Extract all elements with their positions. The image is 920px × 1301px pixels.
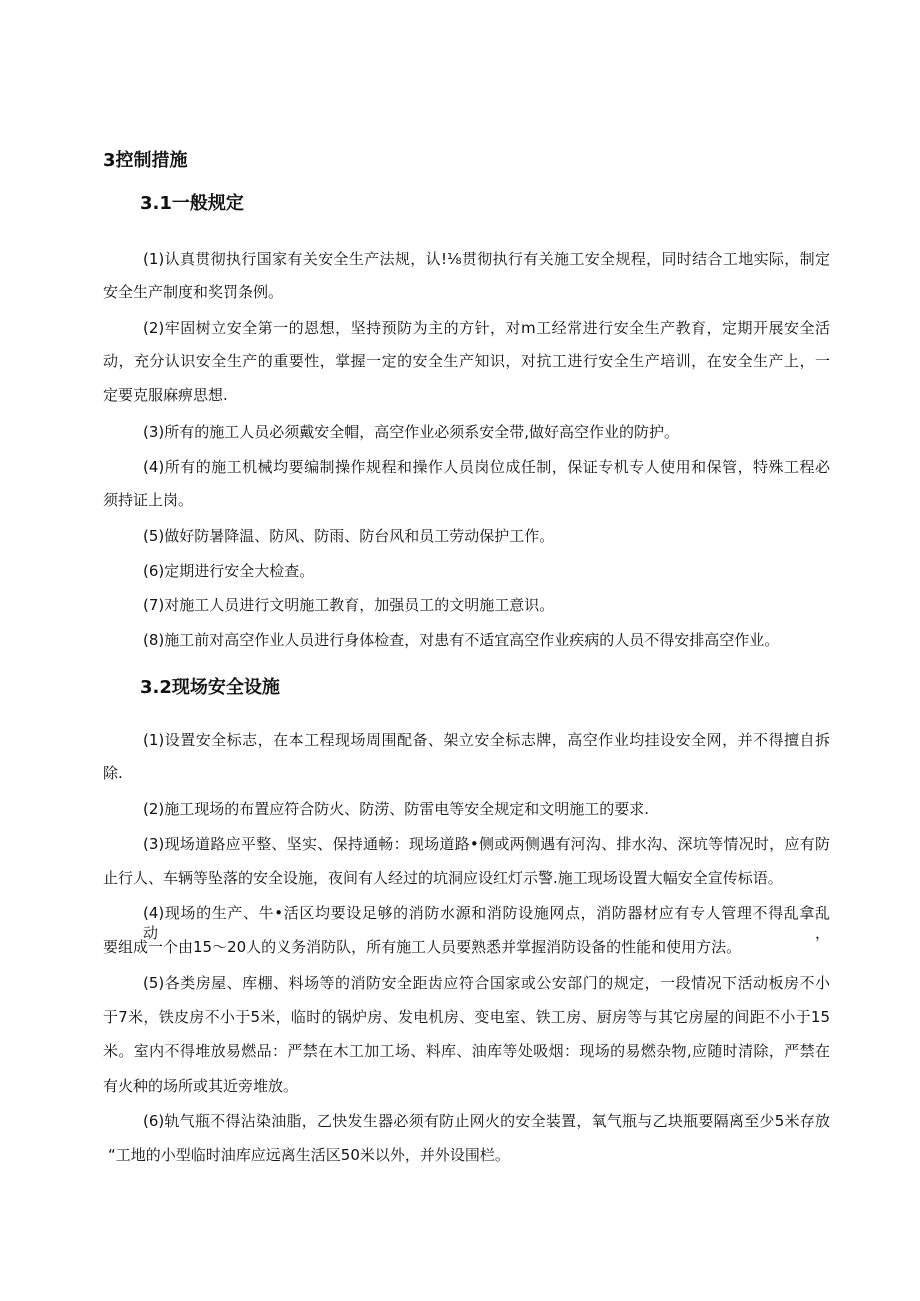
paragraph-line: 于7米，铁皮房不小于5米，临时的锅炉房、发电机房、变电室、铁工房、厨房等与其它房屋的间距不小于15 [103,1008,830,1026]
paragraph-line: 定要克服麻痹思想. [103,386,228,404]
paragraph-line: 要组成一个由15〜20人的义务消防队，所有施工人员要熟悉并掌握消防设备的性能和使用方法。 [103,938,742,956]
paragraph-line: (5)做好防暑降温、防风、防雨、防台风和员工劳动保护工作。 [143,527,555,545]
paragraph-line: (3)现场道路应平整、坚实、保持通畅：现场道路•侧或两侧遇有河沟、排水沟、深坑等情况时，应有防 [143,835,830,853]
paragraph-line: (2)牢固树立安全第一的恩想，坚持预防为主的方针，对m工经常进行安全生产教育，定期开展安全活 [143,319,830,337]
paragraph-line: (1)设置安全标志，在本工程现场周围配备、架立安全标志牌，高空作业均挂设安全网，并不得擅自拆 [143,731,830,749]
paragraph-line: (4)所有的施工机械均要编制操作规程和操作人员岗位成任制，保证专机专人使用和保管，特殊工程必 [143,458,830,476]
paragraph-line: 除. [103,764,123,782]
paragraph-line: (3)所有的施工人员必须戴安全帽，高空作业必须系安全带,做好高空作业的防护。 [143,423,680,441]
paragraph-line: 有火种的场所或其近旁堆放。 [103,1077,299,1095]
paragraph-line: “工地的小型临时油库应远离生活区50米以外，并外设围栏。 [108,1146,510,1164]
paragraph-line: (1)认真贯彻执行国家有关安全生产法规，认!⅛贯彻执行有关施工安全规程，同时结合工地实际，制定 [143,250,830,268]
paragraph-line: 止行人、车辆等坠落的安全设施，夜间有人经过的坑洞应设红灯示警.施工现场设置大幅安全宣传标语。 [103,869,783,887]
paragraph-line: (8)施工前对高空作业人员进行身体检查，对患有不适宜高空作业疾病的人员不得安排高空作业。 [143,631,780,649]
paragraph-line: 须持证上岗。 [103,491,194,509]
paragraph-line: (5)各类房屋、库棚、料场等的消防安全距齿应符合国家或公安部门的规定，一段情况下活动板房不小 [143,974,830,992]
paragraph-line: 动，充分认识安全生产的重要性，掌握一定的安全生产知识，对抗工进行安全生产培训，在安全生产上，一 [103,352,830,370]
paragraph-line: (2)施工现场的布置应符合防火、防涝、防雷电等安全规定和文明施工的要求. [143,800,650,818]
paragraph-line: (6)轨气瓶不得沾染油脂，乙快发生器必须有防止网火的安全装置，氧气瓶与乙块瓶要隔离至少5米存放 [143,1112,830,1130]
subsection-title-3-1: 3.1一般规定 [140,193,244,214]
subsection-title-3-2: 3.2现场安全设施 [140,677,280,698]
paragraph-line: (4)现场的生产、牛•活区均要设足够的消防水源和消防设施网点，消防器材应有专人管理不得乱拿乱动， [143,904,830,942]
paragraph-line: (6)定期进行安全大检查。 [143,562,315,580]
paragraph-line: (7)对施工人员进行文明施工教育，加强员工的文明施工意识。 [143,596,555,614]
paragraph-line: 米。室内不得堆放易燃品：严禁在木工加工场、料库、油库等处吸烟：现场的易燃杂物,应随时清除，严禁在 [103,1042,830,1060]
section-heading: 3控制措施 [103,150,188,171]
paragraph-line: 安全生产制度和奖罚条例。 [103,283,284,301]
